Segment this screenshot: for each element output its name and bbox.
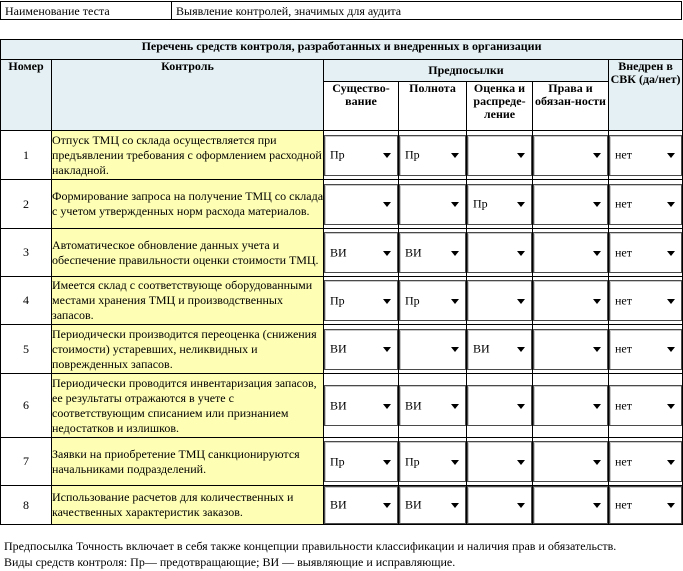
row-number: 2 [1,180,52,229]
table-row [1,325,683,374]
col-premises-header: Предпосылки [324,60,609,82]
implemented-select-value: нет [615,454,632,468]
rights-select[interactable] [533,232,608,273]
row-control-text: Заявки на приобретение ТМЦ санкционируются начальниками подразделений. [52,438,324,486]
evaluation-select-value: ВИ [473,341,490,356]
rights-select[interactable] [533,135,608,176]
implemented-select-value: нет [615,245,632,259]
table-row [1,180,683,229]
chevron-down-icon[interactable] [383,299,391,304]
chevron-down-icon[interactable] [383,404,391,409]
chevron-down-icon[interactable] [667,153,675,158]
completeness-select[interactable] [399,184,466,225]
table-row [1,438,683,486]
row-control-text: Формирование запроса на получение ТМЦ со склада с учетом утвержденных норм расхода материалов. [52,180,324,229]
evaluation-select[interactable] [467,184,532,225]
implemented-select-value: нет [615,147,632,162]
existence-select[interactable] [324,441,398,482]
table-row [1,229,683,277]
evaluation-select[interactable] [467,280,532,321]
implemented-select[interactable] [609,135,682,176]
rights-select[interactable] [533,385,608,426]
row-number: 1 [1,131,52,180]
chevron-down-icon[interactable] [593,299,601,304]
row-control-text: Автоматическое обновление данных учета и обеспечение правильности оценки стоимости ТМЦ. [52,229,324,277]
completeness-select-value: Пр [405,293,420,307]
footer-note-precision: Предпосылка Точность включает в себя также концепции правильности классификации и наличия прав и обязательств. [4,539,617,553]
row-control-text: Периодически производится переоценка (снижения стоимости) устаревших, неликвидных и поврежденных запасов. [52,325,324,374]
chevron-down-icon[interactable] [517,153,525,158]
completeness-select-value: Пр [405,454,420,468]
evaluation-select[interactable] [467,441,532,482]
table-row [1,374,683,438]
completeness-select[interactable] [399,135,466,176]
existence-select-value: ВИ [330,341,347,356]
rights-select[interactable] [533,441,608,482]
chevron-down-icon[interactable] [517,202,525,207]
existence-select-value: ВИ [330,497,347,512]
existence-select-value: ВИ [330,245,347,259]
evaluation-select[interactable] [467,385,532,426]
col-implemented-header: Внедрен в СВК (да/нет) [609,60,683,131]
row-number: 8 [1,486,52,525]
existence-select[interactable] [324,280,398,321]
table-row [1,131,683,180]
col-evaluation-header: Оценка и распреде-ление [467,82,533,131]
implemented-select[interactable] [609,280,682,321]
test-name-row [0,1,682,20]
completeness-select-value: ВИ [405,245,422,259]
implemented-select[interactable] [609,486,682,524]
test-name-label: Наименование теста [0,1,172,20]
chevron-down-icon[interactable] [383,202,391,207]
row-control-text: Имеется склад с соответствующе оборудованными местами хранения ТМЦ и производственных запасов. [52,277,324,325]
chevron-down-icon[interactable] [451,404,459,409]
completeness-select[interactable] [399,232,466,273]
chevron-down-icon[interactable] [667,251,675,256]
completeness-select-value: Пр [405,147,420,162]
existence-select-value: Пр [330,454,345,468]
controls-table [0,39,683,525]
evaluation-select[interactable] [467,329,532,370]
chevron-down-icon[interactable] [593,404,601,409]
row-control-text: Использование расчетов для количественных и качественных характеристик заказов. [52,486,324,525]
existence-select[interactable] [324,385,398,426]
completeness-select-value: ВИ [405,497,422,512]
chevron-down-icon[interactable] [451,202,459,207]
completeness-select[interactable] [399,486,466,524]
implemented-select-value: нет [615,497,632,512]
col-completeness-header: Полнота [399,82,467,131]
chevron-down-icon[interactable] [451,460,459,465]
row-number: 4 [1,277,52,325]
existence-select[interactable] [324,184,398,225]
chevron-down-icon[interactable] [517,460,525,465]
existence-select[interactable] [324,232,398,273]
col-existence-header: Существо-вание [324,82,399,131]
evaluation-select[interactable] [467,232,532,273]
table-row [1,486,683,525]
implemented-select-value: нет [615,293,632,307]
completeness-select[interactable] [399,441,466,482]
completeness-select[interactable] [399,280,466,321]
chevron-down-icon[interactable] [667,347,675,352]
row-number: 7 [1,438,52,486]
chevron-down-icon[interactable] [451,299,459,304]
chevron-down-icon[interactable] [451,153,459,158]
completeness-select-value: ВИ [405,398,422,412]
chevron-down-icon[interactable] [593,460,601,465]
rights-select[interactable] [533,184,608,225]
chevron-down-icon[interactable] [517,347,525,352]
completeness-select[interactable] [399,385,466,426]
col-control-header: Контроль [52,60,324,131]
implemented-select[interactable] [609,232,682,273]
chevron-down-icon[interactable] [451,503,459,508]
table-title: Перечень средств контроля, разработанных и внедренных в организации [1,40,683,60]
chevron-down-icon[interactable] [517,251,525,256]
row-control-text: Отпуск ТМЦ со склада осуществляется при предъявлении требования с оформлением расходной накладной. [52,131,324,180]
chevron-down-icon[interactable] [517,503,525,508]
footer-note-control-types: Виды средств контроля: Пр— предотвращающие; ВИ — выявляющие и исправляющие. [4,555,456,569]
evaluation-select[interactable] [467,486,532,524]
chevron-down-icon[interactable] [451,251,459,256]
implemented-select[interactable] [609,385,682,426]
implemented-select[interactable] [609,184,682,225]
table-row [1,277,683,325]
row-control-text: Периодически проводится инвентаризация запасов, ее результаты отражаются в учете с соответствующим списанием или признанием недостатков и излишков. [52,374,324,438]
chevron-down-icon[interactable] [451,347,459,352]
chevron-down-icon[interactable] [383,460,391,465]
footer-notes [4,538,680,570]
chevron-down-icon[interactable] [383,347,391,352]
col-number-header: Номер [1,60,52,131]
existence-select-value: ВИ [330,398,347,412]
existence-select[interactable] [324,329,398,370]
implemented-select-value: нет [615,398,632,412]
chevron-down-icon[interactable] [593,347,601,352]
existence-select-value: Пр [330,147,345,162]
completeness-select[interactable] [399,329,466,370]
existence-select[interactable] [324,135,398,176]
chevron-down-icon[interactable] [667,299,675,304]
evaluation-select-value: Пр [473,196,488,211]
row-number: 3 [1,229,52,277]
chevron-down-icon[interactable] [667,404,675,409]
row-number: 6 [1,374,52,438]
rights-select[interactable] [533,329,608,370]
rights-select[interactable] [533,486,608,524]
existence-select[interactable] [324,486,398,524]
chevron-down-icon[interactable] [383,153,391,158]
implemented-select-value: нет [615,341,632,356]
rights-select[interactable] [533,280,608,321]
test-name-value: Выявление контролей, значимых для аудита [171,1,682,20]
implemented-select-value: нет [615,196,632,211]
implemented-select[interactable] [609,329,682,370]
chevron-down-icon[interactable] [383,503,391,508]
chevron-down-icon[interactable] [593,153,601,158]
implemented-select[interactable] [609,441,682,482]
chevron-down-icon[interactable] [517,299,525,304]
chevron-down-icon[interactable] [383,251,391,256]
chevron-down-icon[interactable] [593,251,601,256]
col-rights-header: Права и обязан-ности [533,82,609,131]
chevron-down-icon[interactable] [517,404,525,409]
chevron-down-icon[interactable] [593,503,601,508]
existence-select-value: Пр [330,293,345,307]
chevron-down-icon[interactable] [667,460,675,465]
chevron-down-icon[interactable] [667,503,675,508]
evaluation-select[interactable] [467,135,532,176]
row-number: 5 [1,325,52,374]
chevron-down-icon[interactable] [593,202,601,207]
chevron-down-icon[interactable] [667,202,675,207]
